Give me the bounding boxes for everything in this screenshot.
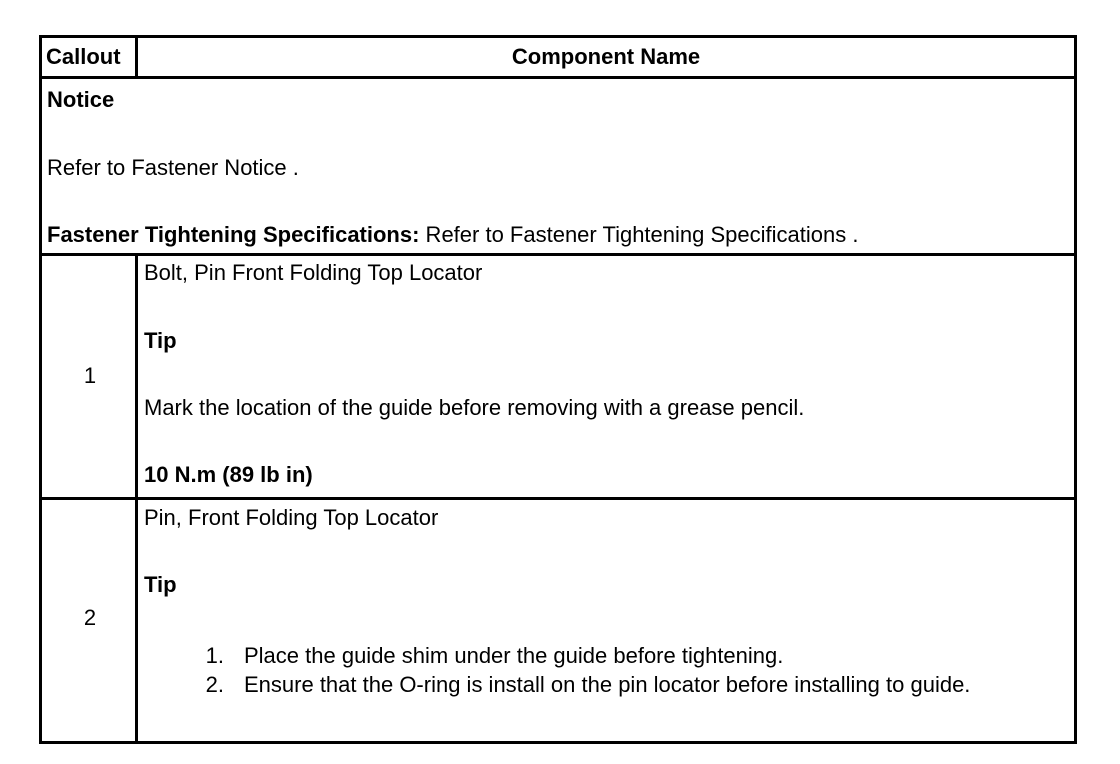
component-name-header: Component Name [511,44,701,69]
table-row [42,500,1074,741]
component-name-header-cell [138,38,1074,76]
tip-text: Mark the location of the guide before removing with a grease pencil. [144,395,805,420]
step-text: Ensure that the O-ring is install on the pin locator before installing to guide. [244,672,971,697]
component-name: Bolt, Pin Front Folding Top Locator [144,260,483,285]
tip-label: Tip [144,572,177,597]
list-item [144,641,970,670]
callout-cell [42,256,138,497]
torque-spec: 10 N.m (89 lb in) [144,462,313,487]
table-row [42,256,1074,500]
callout-number: 1 [83,363,97,388]
fastener-spec-text: Refer to Fastener Tightening Specifications . [419,222,859,247]
table-header-row [42,38,1074,79]
callout-header-cell [42,38,138,76]
callout-number: 2 [83,605,97,630]
notice-heading: Notice [47,87,115,112]
callout-header: Callout [46,44,121,69]
callout-cell [42,500,138,741]
fastener-spec-line [47,222,858,248]
list-item [144,670,970,699]
component-name: Pin, Front Folding Top Locator [144,505,439,530]
component-cell [138,256,1074,497]
fastener-spec-label: Fastener Tightening Specifications: [47,222,420,247]
notice-row [42,79,1074,256]
component-table [39,35,1077,744]
notice-text: Refer to Fastener Notice . [47,155,299,180]
step-number: 2. [205,672,224,697]
step-text: Place the guide shim under the guide before tightening. [244,643,784,668]
tip-label: Tip [144,328,177,353]
tip-steps-list [144,641,970,699]
component-cell [138,500,1074,741]
step-number: 1. [205,643,224,668]
